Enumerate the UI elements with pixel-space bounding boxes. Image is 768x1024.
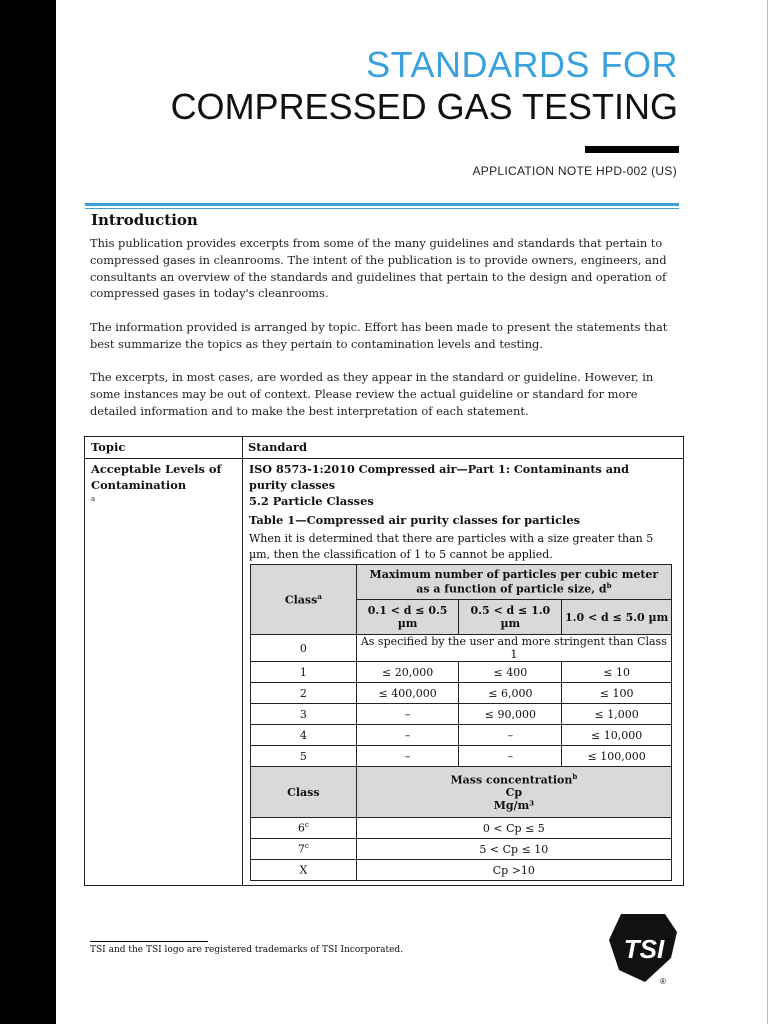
max-particles-header: [356, 565, 671, 600]
size-col-1: 0.1 < d ≤ 0.5 µm: [356, 600, 459, 635]
row-class: [251, 818, 357, 839]
row-value: ≤ 100,000: [562, 746, 672, 767]
row-value: ≤ 6,000: [459, 683, 562, 704]
row-class: 2: [251, 683, 357, 704]
row-value: –: [356, 725, 459, 746]
mass-header-line-3: Mg/m³: [493, 799, 535, 813]
row-value: ≤ 10,000: [562, 725, 672, 746]
row-value: ≤ 400: [459, 662, 562, 683]
mass-row-value: 5 < Cp ≤ 10: [356, 839, 671, 860]
row-value: –: [356, 746, 459, 767]
row-value: ≤ 100: [562, 683, 672, 704]
table-row: [251, 725, 672, 746]
tsi-logo: [607, 912, 679, 986]
row-class: 0: [251, 635, 357, 662]
title-line-1: STANDARDS FOR: [366, 44, 678, 85]
row-0-note: As specified by the user and more stringent than Class 1: [356, 635, 671, 662]
mass-row-class: 6: [297, 821, 305, 835]
left-black-bar: [0, 0, 56, 1024]
table-row: [251, 683, 672, 704]
table-row: [251, 635, 672, 662]
class-header: Class: [284, 593, 318, 607]
row-value: –: [459, 746, 562, 767]
standard-column-header: Standard: [248, 440, 308, 454]
mass-row-sup: c: [304, 821, 309, 830]
row-value: –: [459, 725, 562, 746]
intro-paragraph-2: The information provided is arranged by topic. Effort has been made to present the statements that best summarize the topics as they pertain to contamination levels and testing.: [90, 320, 668, 351]
standard-title: ISO 8573-1:2010 Compressed air—Part 1: Contaminants and purity classes: [249, 462, 629, 492]
max-header-line-2: as a function of particle size, d: [416, 582, 607, 596]
table-row: [251, 818, 672, 839]
tsi-logo-text: TSI: [623, 934, 665, 964]
application-note-label: APPLICATION NOTE HPD-002 (US): [472, 164, 677, 178]
size-col-3: 1.0 < d ≤ 5.0 µm: [562, 600, 672, 635]
row-value: ≤ 90,000: [459, 704, 562, 725]
row-class: [251, 839, 357, 860]
trademark-footnote: TSI and the TSI logo are registered trademarks of TSI Incorporated.: [90, 945, 404, 955]
mass-header-line-1: Mass concentration: [450, 773, 573, 787]
title-line-2: COMPRESSED GAS TESTING: [170, 86, 678, 127]
intro-heading: Introduction: [91, 211, 198, 229]
header-divider-thin: [85, 208, 679, 209]
size-col-2: 0.5 < d ≤ 1.0 µm: [459, 600, 562, 635]
mass-row-sup: c: [304, 842, 309, 851]
header-divider: [85, 203, 679, 206]
mass-concentration-header: [356, 767, 671, 818]
max-header-line-1: Maximum number of particles per cubic meter: [369, 568, 659, 582]
standard-subsection: 5.2 Particle Classes: [249, 494, 374, 508]
mass-header-line-2: Cp: [505, 786, 523, 800]
header-row-divider: [85, 458, 683, 459]
intro-paragraph-1: This publication provides excerpts from some of the many guidelines and standards that pertain to compressed gases in cleanrooms. The intent of the publication is to provide owners, engineers, and consultants an overview of the standards and guidelines that pertain to the design and operation of compressed gases in today's cleanrooms.: [90, 236, 667, 301]
row-value: ≤ 20,000: [356, 662, 459, 683]
row-value: –: [356, 704, 459, 725]
mass-row-class: 7: [297, 842, 305, 856]
mass-row-class: X: [299, 863, 308, 877]
topic-cell: Acceptable Levels of Contamination: [91, 462, 222, 492]
column-divider: [242, 437, 243, 885]
row-value: ≤ 1,000: [562, 704, 672, 725]
purity-table-description: When it is determined that there are particles with a size greater than 5 µm, then the classification of 1 to 5 cannot be applied.: [249, 532, 654, 561]
mass-row-value: 0 < Cp ≤ 5: [356, 818, 671, 839]
table-row: [251, 839, 672, 860]
intro-paragraph-3: The excerpts, in most cases, are worded as they appear in the standard or guideline. However, in some instances may be out of context. Please review the actual guideline or standard for more detailed information and to make the best interpretation of each statement.: [90, 370, 654, 418]
topic-column-header: Topic: [91, 440, 126, 454]
topic-footnote-mark: a: [91, 495, 96, 503]
row-class: 4: [251, 725, 357, 746]
row-class: 5: [251, 746, 357, 767]
table-row: [251, 746, 672, 767]
class-header-cell: [251, 565, 357, 635]
row-value: ≤ 400,000: [356, 683, 459, 704]
footnote-rule: [90, 941, 208, 942]
purity-classes-table: [250, 564, 672, 881]
mass-class-header: Class: [251, 767, 357, 818]
table-row: [251, 704, 672, 725]
max-header-sup: b: [606, 581, 612, 591]
class-header-sup: a: [317, 592, 322, 602]
title-rule: [585, 146, 679, 153]
tsi-logo-registered: ®: [660, 977, 666, 986]
table-row: [251, 860, 672, 881]
mass-header-sup: b: [572, 771, 578, 781]
mass-row-value: Cp >10: [356, 860, 671, 881]
row-class: 1: [251, 662, 357, 683]
purity-table-title: Table 1—Compressed air purity classes for particles: [249, 513, 581, 527]
row-class: 3: [251, 704, 357, 725]
row-class: [251, 860, 357, 881]
row-value: ≤ 10: [562, 662, 672, 683]
table-row: [251, 662, 672, 683]
